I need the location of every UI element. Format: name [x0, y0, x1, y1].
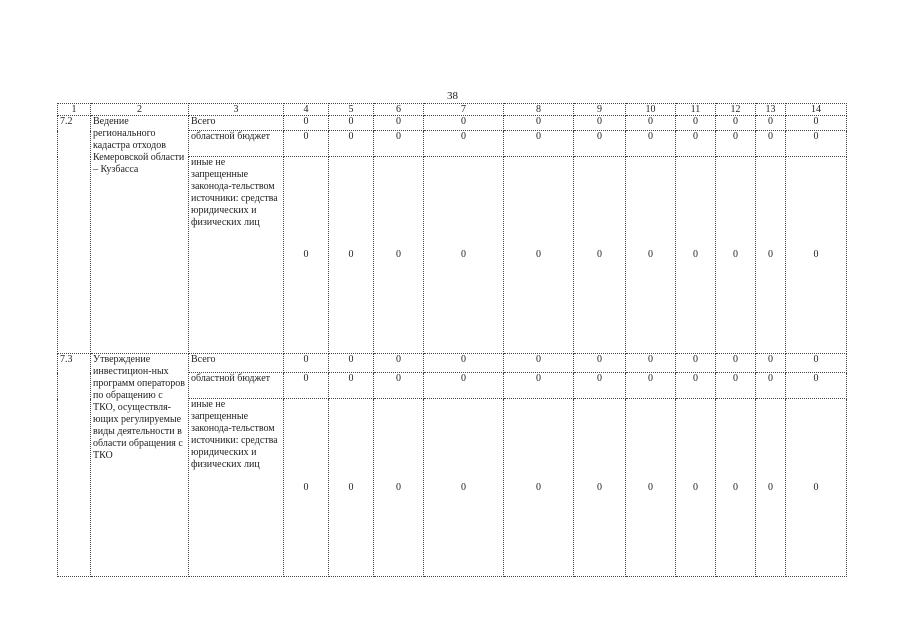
column-header: 11 — [676, 104, 716, 116]
value-cell: 0 — [374, 399, 424, 577]
value-cell: 0 — [504, 131, 574, 157]
value-cell: 0 — [626, 116, 676, 131]
value-cell: 0 — [504, 373, 574, 399]
column-header: 9 — [574, 104, 626, 116]
column-header: 6 — [374, 104, 424, 116]
value-cell: 0 — [756, 354, 786, 373]
section-id: 7.2 — [58, 116, 91, 354]
value-cell: 0 — [626, 399, 676, 577]
section-id: 7.3 — [58, 354, 91, 577]
value-cell: 0 — [374, 354, 424, 373]
value-cell: 0 — [626, 354, 676, 373]
value-cell: 0 — [716, 399, 756, 577]
value-cell: 0 — [424, 157, 504, 354]
column-header: 14 — [786, 104, 847, 116]
value-cell: 0 — [626, 131, 676, 157]
value-cell: 0 — [756, 116, 786, 131]
value-cell: 0 — [284, 116, 329, 131]
value-cell: 0 — [424, 373, 504, 399]
value-cell: 0 — [424, 399, 504, 577]
column-header: 8 — [504, 104, 574, 116]
column-header: 1 — [58, 104, 91, 116]
funding-source: иные не запрещенные законода-тельством источники: средства юридических и физических лиц — [189, 399, 284, 577]
value-cell: 0 — [786, 354, 847, 373]
value-cell: 0 — [284, 399, 329, 577]
value-cell: 0 — [756, 131, 786, 157]
value-cell: 0 — [574, 131, 626, 157]
value-cell: 0 — [504, 354, 574, 373]
column-header: 10 — [626, 104, 676, 116]
value-cell: 0 — [786, 131, 847, 157]
value-cell: 0 — [716, 116, 756, 131]
value-cell: 0 — [676, 131, 716, 157]
data-table — [57, 103, 847, 577]
section-name: Ведение регионального кадастра отходов Кемеровской области – Кузбасса — [91, 116, 189, 354]
column-header: 3 — [189, 104, 284, 116]
value-cell: 0 — [424, 354, 504, 373]
column-header: 13 — [756, 104, 786, 116]
value-cell: 0 — [676, 157, 716, 354]
value-cell: 0 — [424, 131, 504, 157]
funding-source: иные не запрещенные законода-тельством источники: средства юридических и физических лиц — [189, 157, 284, 354]
value-cell: 0 — [756, 373, 786, 399]
value-cell: 0 — [786, 157, 847, 354]
value-cell: 0 — [504, 116, 574, 131]
funding-source: областной бюджет — [189, 373, 284, 399]
funding-source: Всего — [189, 354, 284, 373]
value-cell: 0 — [374, 131, 424, 157]
value-cell: 0 — [574, 373, 626, 399]
page-number: 38 — [447, 90, 458, 102]
value-cell: 0 — [374, 157, 424, 354]
value-cell: 0 — [329, 373, 374, 399]
value-cell: 0 — [574, 157, 626, 354]
funding-source: областной бюджет — [189, 131, 284, 157]
value-cell: 0 — [786, 116, 847, 131]
column-header: 12 — [716, 104, 756, 116]
value-cell: 0 — [284, 354, 329, 373]
value-cell: 0 — [284, 373, 329, 399]
value-cell: 0 — [424, 116, 504, 131]
value-cell: 0 — [329, 157, 374, 354]
value-cell: 0 — [756, 157, 786, 354]
value-cell: 0 — [626, 157, 676, 354]
value-cell: 0 — [574, 399, 626, 577]
value-cell: 0 — [329, 116, 374, 131]
value-cell: 0 — [676, 373, 716, 399]
value-cell: 0 — [756, 399, 786, 577]
value-cell: 0 — [716, 373, 756, 399]
value-cell: 0 — [676, 354, 716, 373]
value-cell: 0 — [574, 354, 626, 373]
value-cell: 0 — [626, 373, 676, 399]
value-cell: 0 — [374, 373, 424, 399]
value-cell: 0 — [676, 116, 716, 131]
value-cell: 0 — [284, 157, 329, 354]
value-cell: 0 — [786, 399, 847, 577]
value-cell: 0 — [329, 399, 374, 577]
table-row — [58, 116, 847, 131]
value-cell: 0 — [716, 157, 756, 354]
column-header: 4 — [284, 104, 329, 116]
value-cell: 0 — [284, 131, 329, 157]
section-name: Утверждение инвестицион-ных программ операторов по обращению с ТКО, осуществля-ющих регулируемые виды деятельности в области обращения с ТКО — [91, 354, 189, 577]
column-header: 5 — [329, 104, 374, 116]
header-row — [58, 104, 847, 116]
column-header: 7 — [424, 104, 504, 116]
value-cell: 0 — [574, 116, 626, 131]
value-cell: 0 — [786, 373, 847, 399]
value-cell: 0 — [329, 131, 374, 157]
value-cell: 0 — [676, 399, 716, 577]
funding-source: Всего — [189, 116, 284, 131]
table-row — [58, 354, 847, 373]
value-cell: 0 — [716, 354, 756, 373]
value-cell: 0 — [716, 131, 756, 157]
column-header: 2 — [91, 104, 189, 116]
value-cell: 0 — [329, 354, 374, 373]
value-cell: 0 — [504, 399, 574, 577]
value-cell: 0 — [504, 157, 574, 354]
value-cell: 0 — [374, 116, 424, 131]
